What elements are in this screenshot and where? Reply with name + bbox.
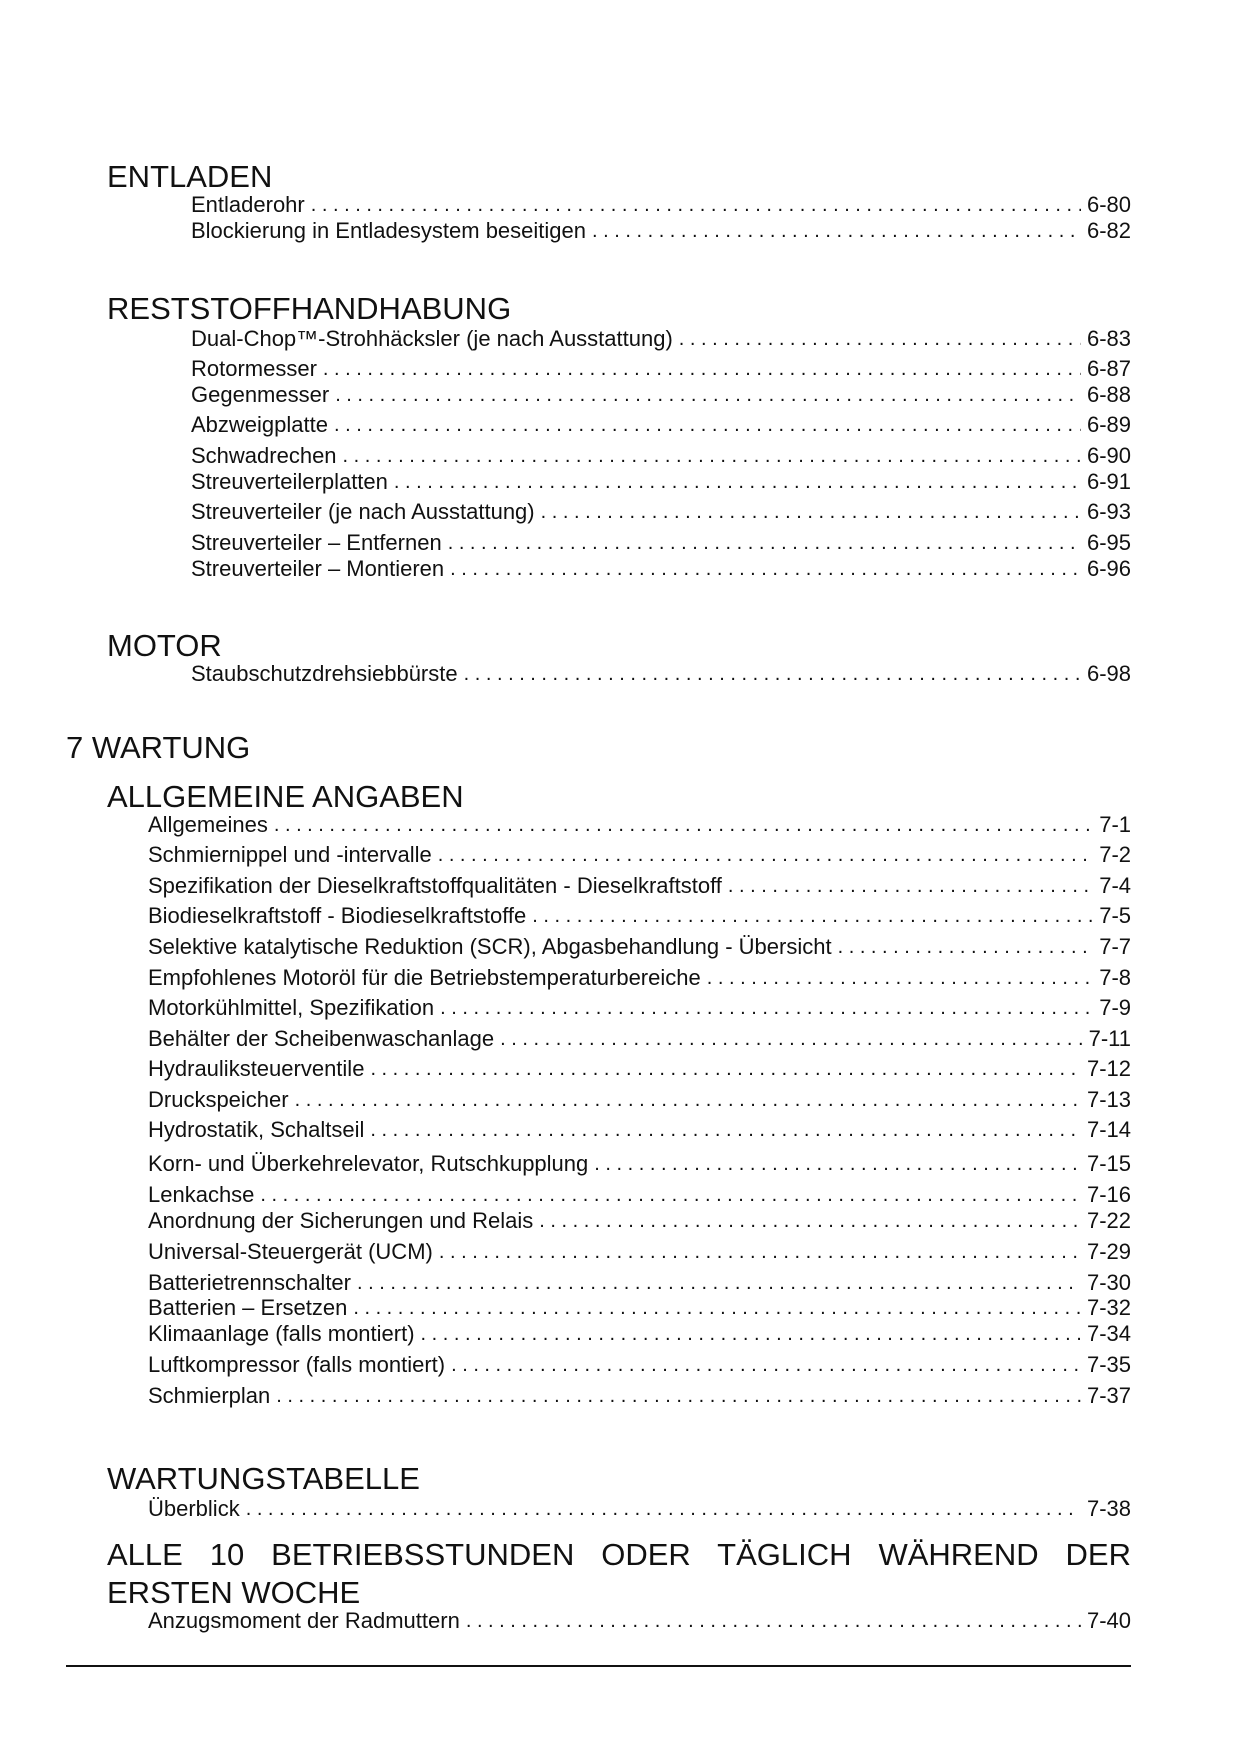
dot-leader bbox=[311, 192, 1081, 218]
toc-entry[interactable] bbox=[191, 661, 1131, 687]
toc-entry[interactable] bbox=[191, 530, 1131, 556]
toc-entry-title: Klimaanlage (falls montiert) bbox=[148, 1321, 415, 1346]
dot-leader bbox=[438, 842, 1094, 868]
section-heading-wartungstabelle: WARTUNGSTABELLE bbox=[107, 1461, 420, 1496]
toc-entry-page: 7-14 bbox=[1086, 1117, 1131, 1142]
toc-entry-title: Spezifikation der Dieselkraftstoffqualitäten - Dieselkraftstoff bbox=[148, 873, 722, 898]
toc-entry-page: 7-11 bbox=[1088, 1026, 1131, 1051]
toc-entry[interactable] bbox=[148, 1295, 1131, 1321]
toc-entry-title: Batterietrennschalter bbox=[148, 1270, 351, 1295]
dot-leader bbox=[440, 995, 1093, 1021]
dot-leader bbox=[439, 1239, 1081, 1265]
dot-leader bbox=[343, 443, 1081, 469]
toc-entry-page: 6-88 bbox=[1086, 382, 1131, 407]
toc-entry[interactable] bbox=[148, 1496, 1131, 1522]
toc-entry-page: 6-87 bbox=[1086, 356, 1131, 381]
toc-entry-title: Luftkompressor (falls montiert) bbox=[148, 1352, 446, 1377]
dot-leader bbox=[246, 1496, 1081, 1522]
toc-entry[interactable] bbox=[191, 356, 1131, 382]
toc-entry-page: 7-32 bbox=[1086, 1295, 1131, 1320]
toc-entry-title: Anzugsmoment der Radmuttern bbox=[148, 1608, 460, 1633]
toc-entry-page: 7-30 bbox=[1086, 1270, 1131, 1295]
dot-leader bbox=[276, 1383, 1081, 1409]
toc-entry[interactable] bbox=[148, 842, 1131, 868]
toc-entry-page: 7-15 bbox=[1086, 1151, 1131, 1176]
toc-entry-title: Dual-Chop™-Strohhäcksler (je nach Ausstattung) bbox=[191, 326, 673, 351]
dot-leader bbox=[334, 412, 1081, 438]
toc-entry[interactable] bbox=[191, 499, 1131, 525]
toc-entry-page: 6-91 bbox=[1086, 469, 1131, 494]
toc-entry-title: Blockierung in Entladesystem beseitigen bbox=[191, 218, 587, 243]
toc-entry[interactable] bbox=[148, 1352, 1131, 1378]
toc-entry-title: Universal-Steuergerät (UCM) bbox=[148, 1239, 433, 1264]
toc-entry-title: Entladerohr bbox=[191, 192, 305, 217]
toc-entry-page: 7-5 bbox=[1099, 903, 1131, 928]
toc-entry-title: Biodieselkraftstoff - Biodieselkraftstoffe bbox=[148, 903, 527, 928]
dot-leader bbox=[539, 1208, 1081, 1234]
toc-entry[interactable] bbox=[191, 218, 1131, 244]
dot-leader bbox=[421, 1321, 1081, 1347]
toc-entry-title: Rotormesser bbox=[191, 356, 317, 381]
toc-entry-page: 7-35 bbox=[1086, 1352, 1131, 1377]
dot-leader bbox=[450, 556, 1081, 582]
toc-entry-page: 7-12 bbox=[1086, 1056, 1131, 1081]
dot-leader bbox=[260, 1182, 1081, 1208]
dot-leader bbox=[728, 873, 1093, 899]
dot-leader bbox=[274, 812, 1093, 838]
toc-entry-title: Druckspeicher bbox=[148, 1087, 289, 1112]
toc-entry[interactable] bbox=[148, 995, 1131, 1021]
toc-entry-page: 6-83 bbox=[1086, 326, 1131, 351]
toc-entry[interactable] bbox=[148, 934, 1131, 960]
toc-entry-page: 7-7 bbox=[1099, 934, 1131, 959]
dot-leader bbox=[838, 934, 1094, 960]
dot-leader bbox=[448, 530, 1081, 556]
dot-leader bbox=[335, 382, 1081, 408]
toc-entry[interactable] bbox=[148, 1056, 1131, 1082]
chapter-heading: 7 WARTUNG bbox=[66, 730, 251, 765]
toc-entry-title: Batterien – Ersetzen bbox=[148, 1295, 348, 1320]
toc-entry-page: 7-8 bbox=[1099, 965, 1131, 990]
dot-leader bbox=[466, 1608, 1081, 1634]
toc-entry[interactable] bbox=[148, 1608, 1131, 1634]
dot-leader bbox=[394, 469, 1081, 495]
dot-leader bbox=[679, 326, 1081, 352]
toc-entry-page: 7-40 bbox=[1086, 1608, 1131, 1633]
toc-entry[interactable] bbox=[148, 1239, 1131, 1265]
toc-entry-page: 6-96 bbox=[1086, 556, 1131, 581]
section-heading-entladen: ENTLADEN bbox=[107, 159, 273, 194]
toc-entry-title: Allgemeines bbox=[148, 812, 268, 837]
toc-entry-page: 6-90 bbox=[1086, 443, 1131, 468]
toc-entry-title: Gegenmesser bbox=[191, 382, 330, 407]
toc-entry-page: 6-98 bbox=[1086, 661, 1131, 686]
section-heading-alle-10-betriebsstunden-line1: ALLE 10 BETRIEBSSTUNDEN ODER TÄGLICH WÄHREND DER bbox=[107, 1537, 1131, 1572]
dot-leader bbox=[707, 965, 1093, 991]
toc-entry[interactable] bbox=[148, 1087, 1131, 1113]
toc-entry-title: Abzweigplatte bbox=[191, 412, 328, 437]
toc-entry[interactable] bbox=[148, 965, 1131, 991]
toc-entry-page: 7-1 bbox=[1099, 812, 1131, 837]
toc-entry-page: 7-37 bbox=[1086, 1383, 1131, 1408]
toc-entry[interactable] bbox=[148, 873, 1131, 899]
toc-entry-page: 7-22 bbox=[1086, 1208, 1131, 1233]
dot-leader bbox=[353, 1295, 1081, 1321]
dot-leader bbox=[532, 903, 1093, 929]
toc-entry[interactable] bbox=[148, 903, 1131, 929]
section-heading-alle-10-betriebsstunden-line2: ERSTEN WOCHE bbox=[107, 1575, 361, 1610]
toc-entry-title: Streuverteilerplatten bbox=[191, 469, 388, 494]
toc-entry[interactable] bbox=[191, 192, 1131, 218]
dot-leader bbox=[323, 356, 1081, 382]
toc-entry-title: Streuverteiler – Montieren bbox=[191, 556, 445, 581]
toc-entry-page: 6-89 bbox=[1086, 412, 1131, 437]
toc-entry-page: 7-16 bbox=[1086, 1182, 1131, 1207]
dot-leader bbox=[295, 1087, 1081, 1113]
toc-entry[interactable] bbox=[148, 1208, 1131, 1234]
toc-entry-title: Selektive katalytische Reduktion (SCR), Abgasbehandlung - Übersicht bbox=[148, 934, 832, 959]
toc-entry-page: 7-13 bbox=[1086, 1087, 1131, 1112]
dot-leader bbox=[370, 1056, 1081, 1082]
bottom-divider bbox=[66, 1665, 1131, 1667]
toc-entry[interactable] bbox=[191, 382, 1131, 408]
toc-entry-title: Streuverteiler – Entfernen bbox=[191, 530, 442, 555]
toc-entry[interactable] bbox=[148, 1026, 1131, 1052]
toc-entry-title: Anordnung der Sicherungen und Relais bbox=[148, 1208, 534, 1233]
toc-entry[interactable] bbox=[148, 1117, 1131, 1143]
dot-leader bbox=[541, 499, 1081, 525]
toc-entry[interactable] bbox=[191, 443, 1131, 469]
dot-leader bbox=[592, 218, 1081, 244]
toc-entry-page: 6-80 bbox=[1086, 192, 1131, 217]
toc-entry-title: Überblick bbox=[148, 1496, 240, 1521]
toc-entry[interactable] bbox=[191, 556, 1131, 582]
toc-entry-page: 6-93 bbox=[1086, 499, 1131, 524]
toc-entry-page: 7-29 bbox=[1086, 1239, 1131, 1264]
toc-entry-title: Staubschutzdrehsiebbürste bbox=[191, 661, 458, 686]
toc-entry-title: Streuverteiler (je nach Ausstattung) bbox=[191, 499, 535, 524]
toc-entry[interactable] bbox=[191, 412, 1131, 438]
toc-entry-title: Schmierplan bbox=[148, 1383, 271, 1408]
toc-entry-page: 6-82 bbox=[1086, 218, 1131, 243]
toc-entry[interactable] bbox=[148, 1383, 1131, 1409]
toc-entry-page: 6-95 bbox=[1086, 530, 1131, 555]
toc-entry-title: Motorkühlmittel, Spezifikation bbox=[148, 995, 435, 1020]
dot-leader bbox=[500, 1026, 1082, 1052]
dot-leader bbox=[357, 1270, 1081, 1296]
dot-leader bbox=[594, 1151, 1081, 1177]
toc-entry[interactable] bbox=[191, 469, 1131, 495]
toc-entry-page: 7-4 bbox=[1099, 873, 1131, 898]
section-heading-reststoffhandhabung: RESTSTOFFHANDHABUNG bbox=[107, 291, 512, 326]
dot-leader bbox=[451, 1352, 1081, 1378]
toc-entry-page: 7-2 bbox=[1099, 842, 1131, 867]
toc-entry-title: Empfohlenes Motoröl für die Betriebstemperaturbereiche bbox=[148, 965, 701, 990]
toc-entry-page: 7-9 bbox=[1099, 995, 1131, 1020]
toc-entry-title: Hydrauliksteuerventile bbox=[148, 1056, 365, 1081]
toc-entry[interactable] bbox=[148, 1321, 1131, 1347]
dot-leader bbox=[464, 661, 1081, 687]
toc-entry-page: 7-38 bbox=[1086, 1496, 1131, 1521]
toc-entry-title: Schwadrechen bbox=[191, 443, 337, 468]
toc-entry-title: Schmiernippel und -intervalle bbox=[148, 842, 432, 867]
dot-leader bbox=[370, 1117, 1081, 1143]
toc-entry-title: Korn- und Überkehrelevator, Rutschkupplung bbox=[148, 1151, 589, 1176]
toc-entry[interactable] bbox=[148, 1270, 1131, 1296]
toc-entry[interactable] bbox=[148, 1182, 1131, 1208]
section-heading-motor: MOTOR bbox=[107, 628, 222, 663]
toc-entry[interactable] bbox=[191, 326, 1131, 352]
toc-entry[interactable] bbox=[148, 812, 1131, 838]
toc-entry-title: Hydrostatik, Schaltseil bbox=[148, 1117, 365, 1142]
toc-entry-title: Behälter der Scheibenwaschanlage bbox=[148, 1026, 495, 1051]
toc-entry[interactable] bbox=[148, 1151, 1131, 1177]
section-heading-allgemeine-angaben: ALLGEMEINE ANGABEN bbox=[107, 779, 464, 814]
toc-entry-page: 7-34 bbox=[1086, 1321, 1131, 1346]
toc-entry-title: Lenkachse bbox=[148, 1182, 255, 1207]
